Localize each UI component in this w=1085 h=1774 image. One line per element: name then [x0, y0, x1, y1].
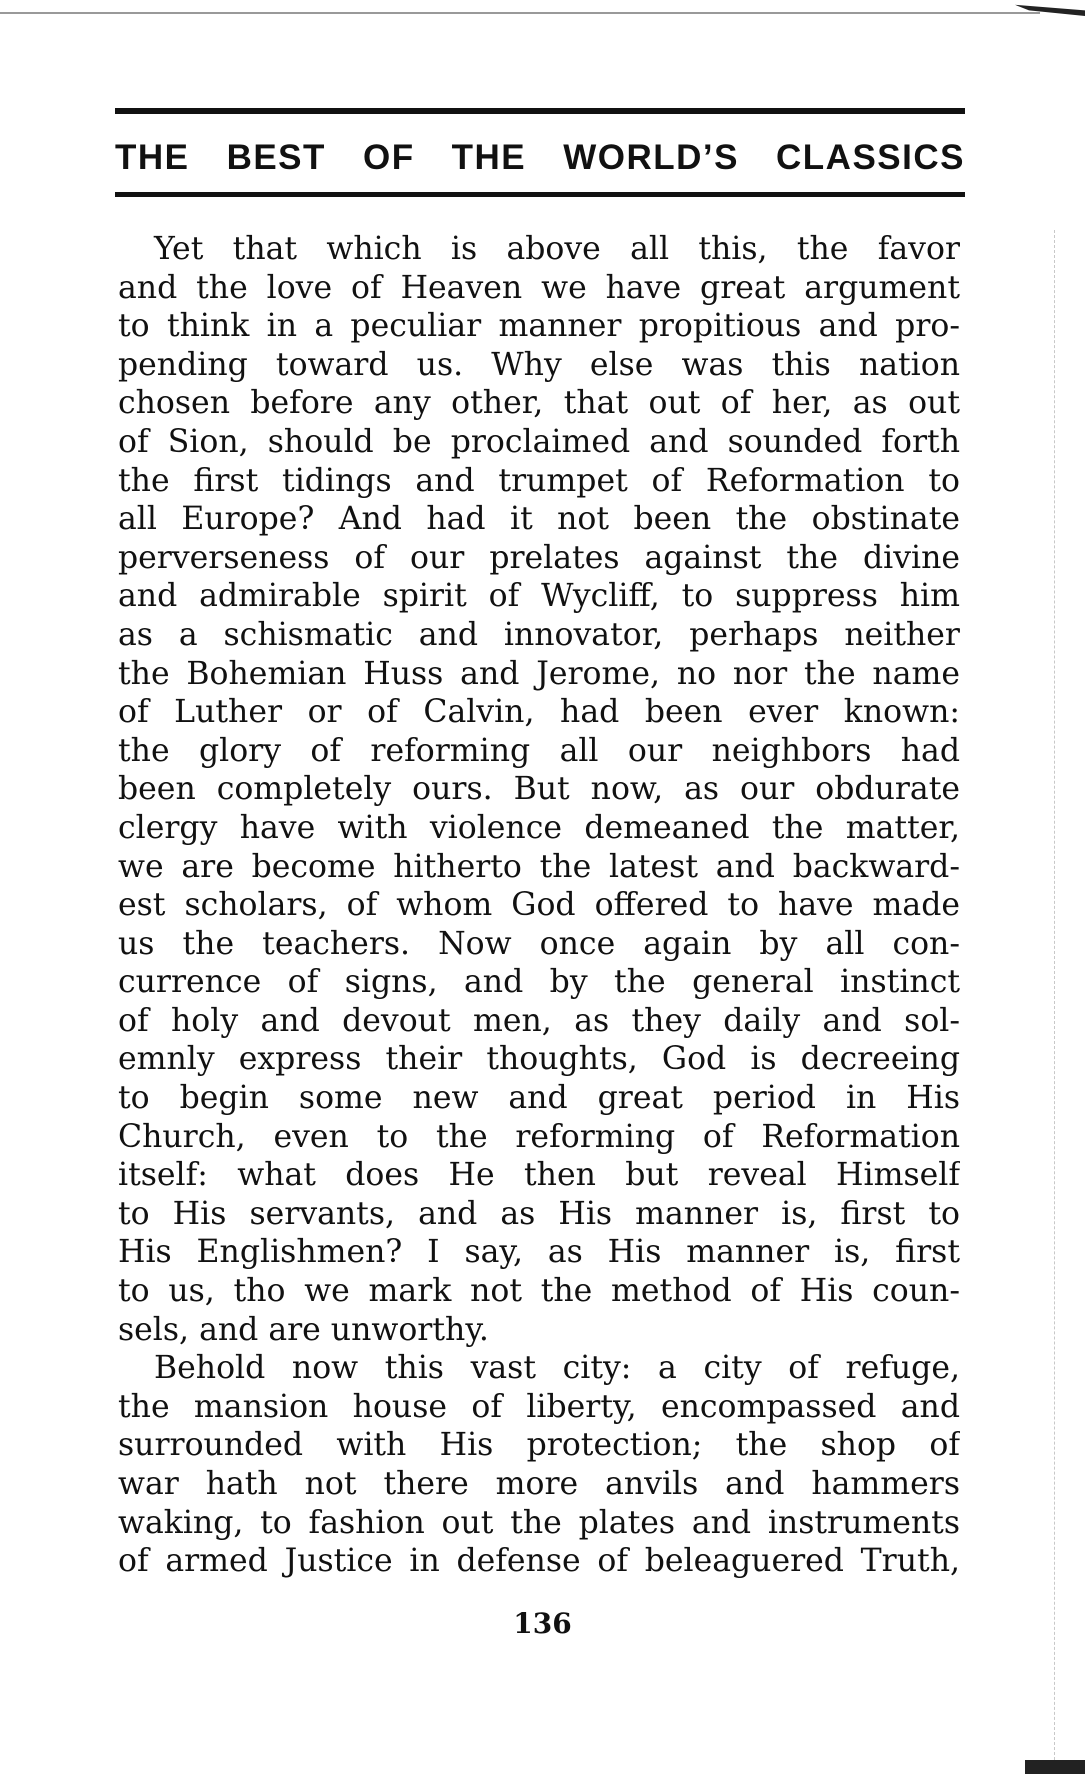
text-line: waking, to fashion out the plates and instruments	[118, 1504, 960, 1541]
text-line: clergy have with violence demeaned the matter,	[118, 809, 960, 846]
text-line: to us, tho we mark not the method of His coun-	[118, 1273, 960, 1310]
text-line: of armed Justice in defense of beleaguered Truth,	[118, 1543, 960, 1580]
text-line: Church, even to the reforming of Reformation	[118, 1118, 960, 1155]
text-line: the glory of reforming all our neighbors had	[118, 732, 960, 769]
text-line: Yet that which is above all this, the favor	[154, 231, 960, 267]
text-line: us the teachers. Now once again by all con-	[118, 925, 960, 962]
text-line: to begin some new and great period in His	[118, 1080, 960, 1117]
body-text	[118, 230, 960, 1581]
text-line: the Bohemian Huss and Jerome, no nor the name	[118, 655, 960, 692]
text-line: His Englishmen? I say, as His manner is, first	[118, 1234, 960, 1271]
text-line: chosen before any other, that out of her, as out	[118, 385, 960, 422]
text-line: to His servants, and as His manner is, first to	[118, 1195, 960, 1232]
text-line: the first tidings and trumpet of Reformation to	[118, 462, 960, 499]
text-line: been completely ours. But now, as our obdurate	[118, 771, 960, 808]
text-line: of Luther or of Calvin, had been ever known:	[118, 694, 960, 731]
header-rule-top	[115, 108, 965, 114]
text-line: to think in a peculiar manner propitious and pro-	[118, 308, 960, 345]
text-line: emnly express their thoughts, God is decreeing	[118, 1041, 960, 1078]
text-line: est scholars, of whom God offered to have made	[118, 887, 960, 924]
text-line: the mansion house of liberty, encompassed and	[118, 1388, 960, 1425]
text-line: perverseness of our prelates against the divine	[118, 539, 960, 576]
text-line: surrounded with His protection; the shop of	[118, 1427, 960, 1464]
text-line: itself: what does He then but reveal Himself	[118, 1157, 960, 1194]
text-line: of Sion, should be proclaimed and sounded forth	[118, 423, 960, 460]
text-line: currence of signs, and by the general instinct	[118, 964, 960, 1001]
text-line: and admirable spirit of Wycliff, to suppress him	[118, 578, 960, 615]
text-line: all Europe? And had it not been the obstinate	[118, 501, 960, 538]
page-edge-top	[0, 12, 1040, 14]
text-line: sels, and are unworthy.	[118, 1311, 489, 1348]
text-line: of holy and devout men, as they daily and sol-	[118, 1002, 960, 1039]
text-line: we are become hitherto the latest and backward-	[118, 848, 960, 885]
page-corner-bottom	[1025, 1760, 1085, 1774]
text-line: pending toward us. Why else was this nation	[118, 346, 960, 383]
text-line: war hath not there more anvils and hammers	[118, 1466, 960, 1502]
page-number: 136	[513, 1607, 572, 1640]
text-line: Behold now this vast city: a city of refuge,	[154, 1350, 960, 1387]
header-rule-bottom	[115, 192, 965, 197]
running-head: THE BEST OF THE WORLD’S CLASSICS	[115, 138, 965, 177]
text-line: as a schismatic and innovator, perhaps neither	[118, 616, 960, 653]
page-edge-right	[1053, 230, 1055, 1770]
text-line: and the love of Heaven we have great argument	[118, 269, 960, 306]
